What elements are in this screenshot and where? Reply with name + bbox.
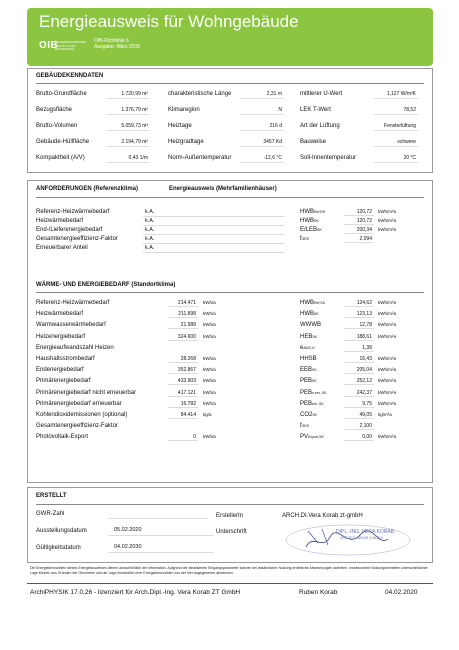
demand-indicator bbox=[300, 356, 317, 362]
demand-unit: kWh/a bbox=[203, 367, 216, 373]
demand-unit: kWh/a bbox=[203, 300, 216, 305]
demand-indicator-value: 124,62 bbox=[344, 299, 374, 307]
requirements-demand-section bbox=[27, 180, 433, 483]
building-field-label: Heiztage bbox=[168, 123, 192, 129]
building-data-section bbox=[27, 68, 433, 173]
demand-indicator-value: 2,100 bbox=[344, 422, 374, 430]
demand-indicator bbox=[300, 334, 317, 340]
demand-indicator-value: 1,38 bbox=[344, 344, 374, 352]
indicator-subscript: SK bbox=[312, 413, 318, 417]
indicator-name: f bbox=[300, 236, 302, 242]
indicator-name: EEB bbox=[300, 367, 313, 374]
demand-indicator bbox=[300, 434, 324, 440]
indicator-name: PEB bbox=[300, 389, 313, 396]
requirement-indicator-unit: kWh/m²a bbox=[378, 227, 396, 232]
demand-label: Kohlendioxidemissionen (optional) bbox=[36, 412, 128, 418]
indicator-name: HWB bbox=[300, 311, 314, 318]
requirement-indicator bbox=[300, 218, 319, 224]
demand-label: Energieaufwandszahl Heizen bbox=[36, 344, 114, 351]
demand-indicator bbox=[300, 401, 324, 407]
demand-label: Heizwärmebedarf bbox=[36, 311, 84, 318]
edition-label: Ausgabe: März 2015 bbox=[94, 44, 141, 50]
demand-indicator-value: 0,00 bbox=[344, 433, 374, 441]
valid-date-value: 04.02.2030 bbox=[108, 543, 214, 553]
demand-indicator bbox=[300, 378, 317, 384]
demand-indicator-value: 252,12 bbox=[344, 377, 374, 385]
requirement-indicator bbox=[300, 227, 322, 233]
oib-logo: OIB bbox=[39, 40, 59, 51]
demand-value: 28.268 bbox=[168, 355, 198, 363]
divider bbox=[36, 504, 424, 505]
footer-date: 04.02.2020 bbox=[385, 589, 418, 596]
indicator-name: WWWB bbox=[300, 322, 321, 329]
demand-indicator bbox=[300, 322, 321, 328]
requirement-indicator-unit: kWh/m²a bbox=[378, 218, 396, 223]
divider bbox=[36, 197, 424, 198]
requirement-indicator-value: 120,72 bbox=[344, 217, 374, 225]
indicator-subscript: GEE bbox=[301, 424, 310, 429]
demand-value: 352.867 bbox=[168, 366, 198, 374]
indicator-subscript: SK bbox=[314, 312, 319, 317]
demand-label: Haushaltsstrombedarf bbox=[36, 356, 95, 362]
indicator-name: e bbox=[300, 344, 304, 351]
indicator-subscript: AWZ,H bbox=[303, 345, 315, 350]
indicator-subscript: ern.,SK bbox=[312, 401, 324, 406]
building-field-value: 20 °C bbox=[374, 153, 418, 163]
demand-value: 16.782 bbox=[168, 400, 198, 408]
building-field-value: 1,127 W/m²K bbox=[374, 89, 418, 99]
signature-label: Unterschrift bbox=[216, 529, 247, 535]
requirement-value: k.A. bbox=[143, 244, 285, 253]
indicator-name: E/LEB bbox=[300, 227, 318, 233]
gwr-label: GWR-Zahl bbox=[36, 511, 65, 517]
building-field-label: Heizgradtage bbox=[168, 139, 204, 145]
indicator-subscript: SK bbox=[312, 379, 317, 384]
footer-person: Ruben Korab bbox=[299, 589, 338, 596]
requirement-label: Gesamtenergieeffizienz-Faktor bbox=[36, 236, 118, 242]
requirement-value: k.A. bbox=[143, 226, 285, 235]
stamp-line1: DIPL.-ING. VERA KORAB bbox=[336, 529, 395, 535]
indicator-subscript: RK bbox=[314, 219, 319, 223]
requirement-indicator-value: 120,72 bbox=[344, 208, 374, 216]
demand-unit: kWh/a bbox=[203, 311, 216, 317]
indicator-name: CO2 bbox=[300, 412, 313, 418]
building-field-value: Fensterlüftung bbox=[374, 121, 418, 131]
requirement-value: k.A. bbox=[143, 208, 285, 217]
demand-label: Referenz-Heizwärmebedarf bbox=[36, 300, 110, 306]
demand-unit: kWh/a bbox=[203, 333, 216, 339]
demand-indicator-value: 12,78 bbox=[344, 321, 374, 329]
guideline-label: OIB-Richtlinie 6 bbox=[94, 38, 129, 44]
demand-indicator-value: 49,05 bbox=[344, 411, 374, 419]
building-field-label: Brutto-Grundfläche bbox=[36, 91, 87, 97]
demand-indicator-value: 16,43 bbox=[344, 355, 374, 363]
indicator-name: HEB bbox=[300, 333, 313, 340]
indicator-subscript: SK bbox=[312, 368, 317, 373]
demand-indicator-value: 242,37 bbox=[344, 389, 374, 397]
building-field-value: 1.720,99 m² bbox=[106, 89, 150, 99]
header-banner bbox=[27, 8, 433, 66]
demand-value: 211.898 bbox=[168, 310, 198, 318]
demand-indicator-unit: kWh/m²a bbox=[378, 400, 396, 406]
indicator-name: PEB bbox=[300, 378, 313, 385]
building-field-label: mittlerer U-Wert bbox=[300, 91, 343, 97]
demand-indicator-unit: kWh/m²a bbox=[378, 367, 396, 373]
requirement-label: End-/Lieferenergiebedarf bbox=[36, 227, 103, 233]
building-field-label: charakteristische Länge bbox=[168, 91, 232, 97]
demand-indicator-value: 205,04 bbox=[344, 366, 374, 374]
demand-indicator-value: 123,13 bbox=[344, 310, 374, 318]
requirement-indicator-value: 200,34 bbox=[344, 226, 374, 234]
demand-value: 21.988 bbox=[168, 321, 198, 329]
building-field-value: 5.059,73 m³ bbox=[106, 121, 150, 131]
building-field-label: Kompaktheit (A/V) bbox=[36, 155, 85, 161]
indicator-subscript: GEE bbox=[301, 237, 310, 241]
requirement-value: k.A. bbox=[143, 217, 285, 226]
issued-title: ERSTELLT bbox=[36, 493, 67, 499]
demand-indicator-unit: kWh/m²a bbox=[378, 311, 396, 317]
indicator-subscript: n.ern.,SK bbox=[312, 390, 327, 395]
demand-value: 417.121 bbox=[168, 389, 198, 397]
demand-unit: kWh/a bbox=[203, 400, 216, 406]
building-field-value: 1.376,79 m² bbox=[106, 105, 150, 115]
building-field-label: Soll-Innentemperatur bbox=[300, 155, 357, 161]
divider bbox=[36, 292, 424, 293]
building-field-label: LEK T-Wert bbox=[300, 107, 331, 113]
demand-unit: kg/a bbox=[203, 412, 212, 417]
disclaimer: Die Energiekennzahlen dieses Energieausweises dienen ausschließlich der Information. Aufgrund der idealisierten Eingangsparameter können bei tatsächlicher Nutzung erhebliche Abweichungen auftreten. Insbesondere Nutzungseinheiten unterschiedlicher Lage können aus Gründen der Geometrie und der Lage hinsichtlich ihrer Energiekennzahlen von der hier angegebenen abweichen. bbox=[30, 566, 428, 575]
demand-indicator-unit: kWh/m²a bbox=[378, 300, 396, 305]
indicator-subscript: Export,SK bbox=[308, 435, 324, 440]
demand-indicator-unit: kWh/m²a bbox=[378, 434, 396, 440]
demand-value: 324.600 bbox=[168, 333, 198, 341]
demand-title: WÄRME- UND ENERGIEBEDARF (Standortklima) bbox=[36, 282, 176, 288]
issue-date-label: Ausstellungsdatum bbox=[36, 528, 87, 534]
requirement-indicator-unit: kWh/m²a bbox=[378, 209, 396, 214]
requirement-label: Heizwärmebedarf bbox=[36, 218, 84, 224]
building-field-label: Gebäude-Hüllfläche bbox=[36, 139, 90, 145]
building-field-label: Brutto-Volumen bbox=[36, 123, 78, 129]
demand-label: Primärenergiebedarf bbox=[36, 378, 91, 385]
demand-indicator bbox=[300, 311, 319, 317]
building-field-label: Art der Lüftung bbox=[300, 123, 340, 129]
indicator-name: HWB bbox=[300, 209, 314, 215]
indicator-subscript: RK bbox=[317, 228, 322, 232]
building-field-value: 216 d bbox=[240, 121, 284, 131]
demand-label: Gesamtenergieeffizienz-Faktor bbox=[36, 423, 118, 430]
footer-divider bbox=[27, 583, 433, 584]
building-field-value: 78,52 bbox=[374, 105, 418, 115]
demand-indicator-value: 9,75 bbox=[344, 400, 374, 408]
indicator-subscript: Ref,RK bbox=[314, 210, 326, 214]
requirements-title: ANFORDERUNGEN (Referenzklima) bbox=[36, 186, 139, 192]
indicator-name: HHSB bbox=[300, 356, 317, 362]
building-field-value: N bbox=[240, 105, 284, 115]
demand-indicator bbox=[300, 423, 309, 429]
gwr-value bbox=[108, 509, 208, 519]
building-field-value: schwere bbox=[374, 137, 418, 147]
indicator-subscript: SK bbox=[312, 334, 318, 339]
building-field-label: Bauweise bbox=[300, 139, 327, 145]
building-field-value: 0,43 1/m bbox=[106, 153, 150, 163]
author-value: ARCH.DI.Vera Korab zt-gmbH bbox=[282, 513, 363, 519]
footer-software: ArchiPHYSIK 17.0.26 - lizenziert für Arch.Dipl.-Ing. Vera Korab ZT GmbH bbox=[30, 589, 241, 596]
demand-value: 214.471 bbox=[168, 299, 198, 307]
stamp-line2: ZIVILTECHNIKER G.M.B.H. bbox=[340, 536, 384, 540]
demand-value: 84.414 bbox=[168, 411, 198, 419]
issue-date-value: 05.02.2020 bbox=[108, 526, 214, 536]
requirement-label: Erneuerbarer Anteil bbox=[36, 245, 88, 251]
divider bbox=[36, 83, 424, 84]
requirement-indicator bbox=[300, 209, 325, 215]
requirement-indicator-value: 2,094 bbox=[344, 235, 374, 243]
building-field-value: 2.194,79 m² bbox=[106, 137, 150, 147]
demand-unit: kWh/a bbox=[203, 434, 216, 440]
demand-indicator bbox=[300, 367, 317, 373]
demand-value: 0 bbox=[168, 433, 198, 441]
demand-label: Primärenergiebedarf erneuerbar bbox=[36, 400, 122, 407]
building-field-value: -12,6 °C bbox=[240, 153, 284, 163]
valid-date-label: Gültigkeitsdatum bbox=[36, 545, 81, 551]
demand-indicator bbox=[300, 300, 325, 306]
requirement-value: k.A. bbox=[143, 235, 285, 244]
demand-indicator-unit: kWh/m²a bbox=[378, 389, 396, 395]
indicator-subscript: Ref,SK bbox=[314, 301, 326, 305]
indicator-name: PV bbox=[300, 434, 309, 441]
signature-stamp bbox=[278, 523, 418, 557]
demand-indicator-unit: kWh/m²a bbox=[378, 378, 396, 384]
demand-label: Photovoltaik-Export bbox=[36, 434, 89, 441]
author-label: ErstellerIn bbox=[216, 513, 244, 519]
demand-indicator bbox=[300, 345, 315, 351]
demand-label: Warmwasserwärmebedarf bbox=[36, 322, 106, 329]
requirement-label: Referenz-Heizwärmebedarf bbox=[36, 209, 110, 215]
demand-indicator-unit: kWh/m²a bbox=[378, 322, 396, 328]
demand-indicator-unit: kWh/m²a bbox=[378, 333, 396, 339]
demand-indicator bbox=[300, 390, 327, 396]
building-field-value: 2,31 m bbox=[240, 89, 284, 99]
building-field-value: 3457 Kd bbox=[240, 137, 284, 147]
demand-label: Endenergiebedarf bbox=[36, 367, 84, 374]
demand-indicator-value: 188,61 bbox=[344, 333, 374, 341]
building-field-label: Klimaregion bbox=[168, 107, 200, 113]
building-field-label: Bezugsfläche bbox=[36, 107, 73, 113]
demand-unit: kWh/a bbox=[203, 356, 216, 361]
requirements-subtitle: Energieausweis (Mehrfamilienhäuser) bbox=[169, 186, 277, 192]
building-field-label: Norm-Außentemperatur bbox=[168, 155, 232, 161]
demand-value: 433.903 bbox=[168, 377, 198, 385]
demand-label: Heizenergiebedarf bbox=[36, 333, 86, 340]
indicator-name: PEB bbox=[300, 400, 313, 407]
demand-indicator bbox=[300, 412, 317, 418]
indicator-name: f bbox=[300, 423, 302, 430]
oib-logo-subtitle: ÖSTERREICHISCHES INSTITUT FÜR BAUTECHNIK bbox=[55, 40, 86, 51]
indicator-name: HWB bbox=[300, 300, 314, 306]
issued-section bbox=[27, 487, 433, 563]
requirement-indicator bbox=[300, 236, 309, 242]
demand-unit: kWh/a bbox=[203, 378, 216, 384]
demand-unit: kWh/a bbox=[203, 322, 216, 328]
demand-indicator-unit: kg/m²a bbox=[378, 412, 392, 417]
indicator-name: HWB bbox=[300, 218, 314, 224]
demand-label: Primärenergiebedarf nicht erneuerbar bbox=[36, 389, 137, 396]
page-title: Energieausweis für Wohngebäude bbox=[39, 12, 299, 31]
section-title: GEBÄUDEKENNDATEN bbox=[36, 73, 104, 79]
demand-indicator-unit: kWh/m²a bbox=[378, 356, 396, 361]
demand-unit: kWh/a bbox=[203, 389, 216, 395]
